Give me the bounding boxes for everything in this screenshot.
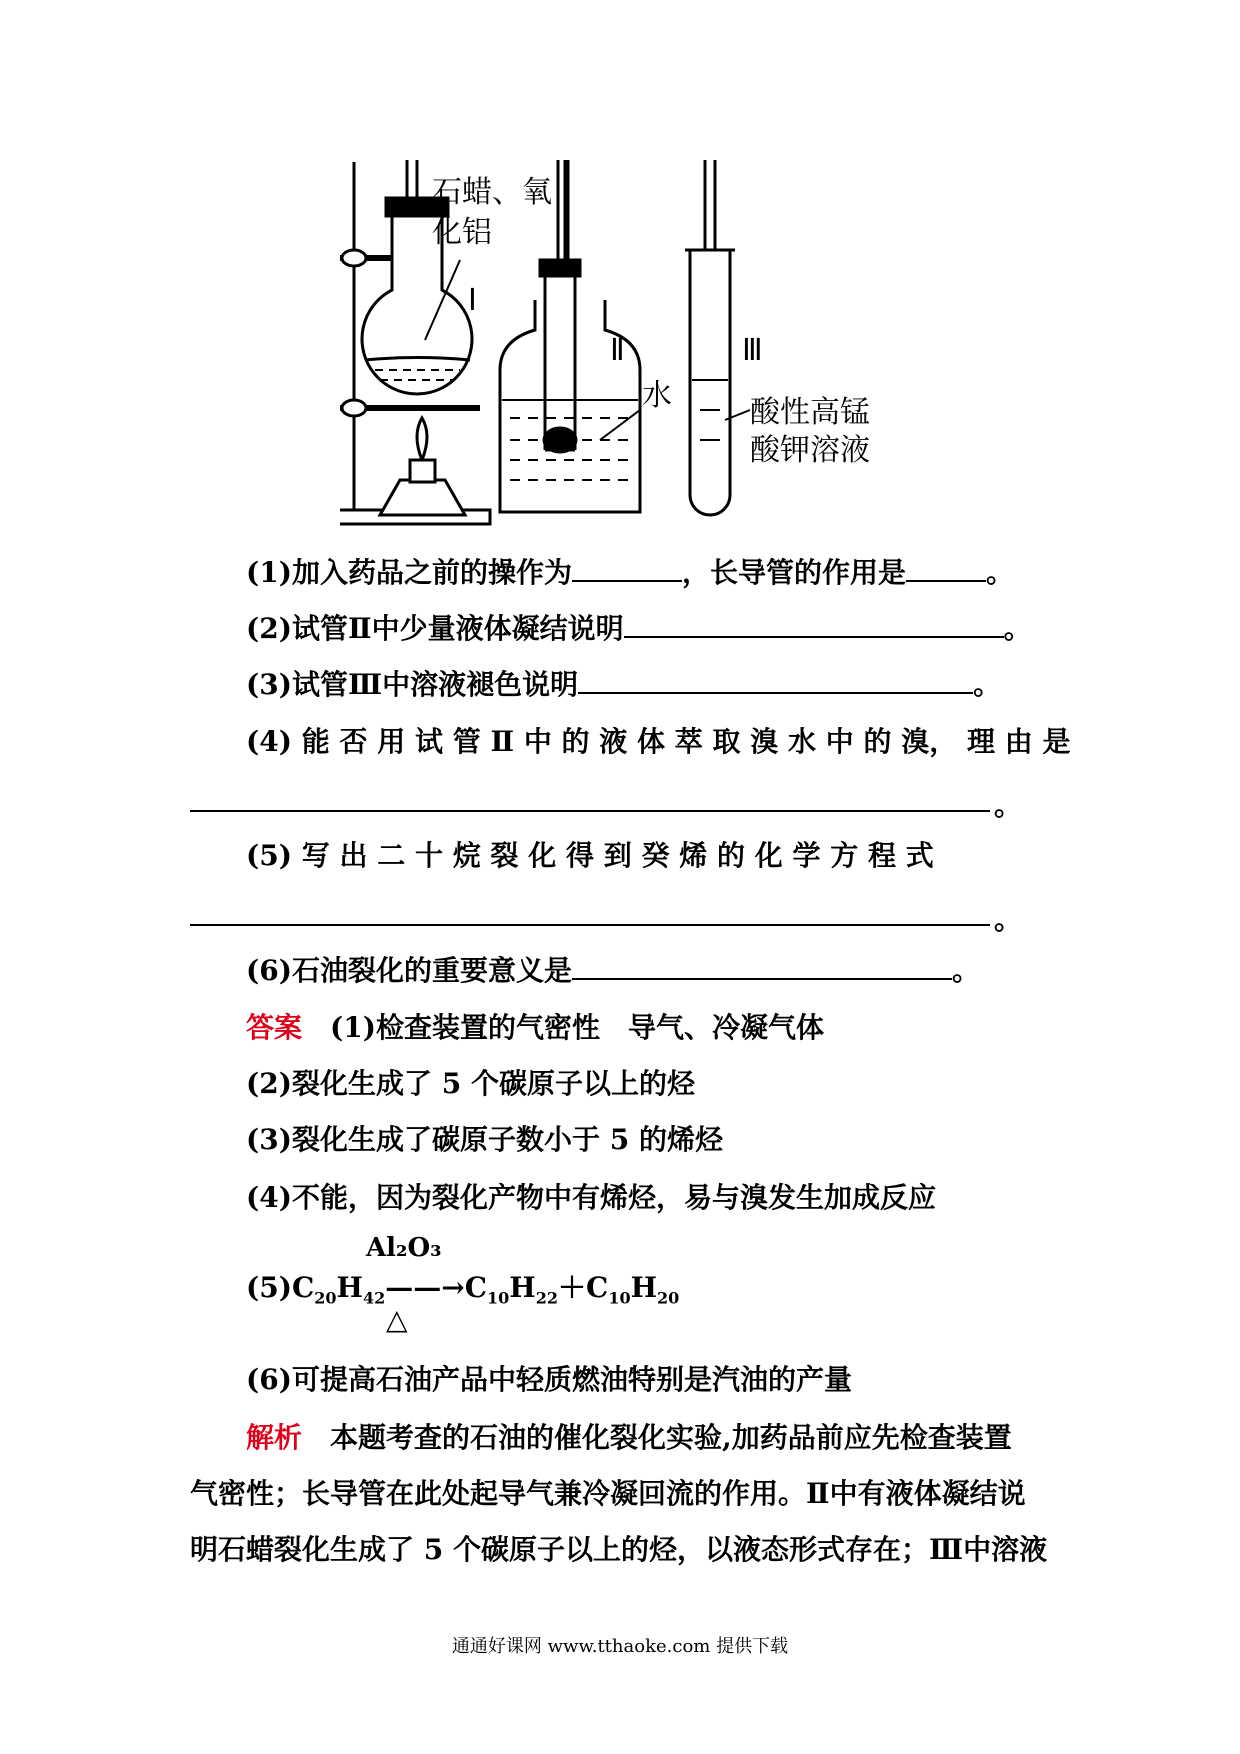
- label-I: Ⅰ: [468, 283, 477, 318]
- label-III: Ⅲ: [742, 333, 763, 368]
- question-4: (4) 能 否 用 试 管 Ⅱ 中 的 液 体 萃 取 溴 水 中 的 溴， 理 由 是: [246, 725, 1071, 758]
- footer: 通通好课网 www.tthaoke.com 提供下载: [451, 1636, 789, 1657]
- condensed-liquid: [544, 428, 576, 452]
- stopper-II: [540, 260, 580, 276]
- answer-5: $(5)C_{20}H_{42}——\to C_{10}H_{22}+C_{10}H_{20}$: [246, 1271, 680, 1308]
- question-1: (1)加入药品之前的操作为 ，长导管的作用是 。: [246, 552, 1066, 593]
- question-2: (2)试管Ⅱ中少量液体凝结说明 。: [246, 608, 1066, 649]
- answer-4: (4)不能，因为裂化产物中有烯烃，易与溴发生加成反应: [246, 1181, 936, 1214]
- label-II: Ⅱ: [610, 333, 625, 368]
- answer-6: (6)可提高石油产品中轻质燃油特别是汽油的产量: [246, 1363, 852, 1396]
- question-5: (5) 写 出 二 十 烷 裂 化 得 到 癸 烯 的 化 学 方 程 式: [246, 839, 934, 872]
- heat-symbol: △: [386, 1303, 408, 1336]
- analysis-line-3: 明石蜡裂化生成了 5 个碳原子以上的烃，以液态形式存在；Ⅲ中溶液: [190, 1533, 1048, 1566]
- label-paraffin: 石蜡、氧: [432, 175, 552, 210]
- label-water: 水: [642, 378, 672, 413]
- label-kmno4-1: 酸性高锰: [750, 395, 870, 430]
- catalyst-label: Al₂O₃: [366, 1233, 442, 1263]
- label-paraffin-2: 化铝: [432, 215, 492, 250]
- answer-3: (3)裂化生成了碳原子数小于 5 的烯烃: [246, 1123, 723, 1156]
- analysis-line-2: 气密性；长导管在此处起导气兼冷凝回流的作用。Ⅱ中有液体凝结说: [190, 1477, 1026, 1510]
- answer-blank-5: [190, 924, 990, 926]
- apparatus-diagram: [340, 160, 1020, 530]
- analysis-line-1: 解析 本题考查的石油的催化裂化实验,加药品前应先检查装置: [246, 1421, 1012, 1454]
- label-kmno4-2: 酸钾溶液: [750, 433, 870, 468]
- answer-1: 答案 (1)检查装置的气密性 导气、冷凝气体: [246, 1011, 825, 1044]
- answer-label: 答案: [246, 1011, 303, 1044]
- period-5: 。: [994, 903, 1023, 936]
- alcohol-lamp: [380, 480, 465, 515]
- test-tube-III: [690, 250, 730, 515]
- period-4: 。: [994, 789, 1023, 822]
- answer-blank-4: [190, 810, 990, 812]
- question-3: (3)试管Ⅲ中溶液褪色说明 。: [246, 664, 1066, 705]
- question-6: (6)石油裂化的重要意义是 。: [246, 950, 1066, 991]
- analysis-label: 解析: [246, 1421, 303, 1454]
- answer-2: (2)裂化生成了 5 个碳原子以上的烃: [246, 1067, 695, 1100]
